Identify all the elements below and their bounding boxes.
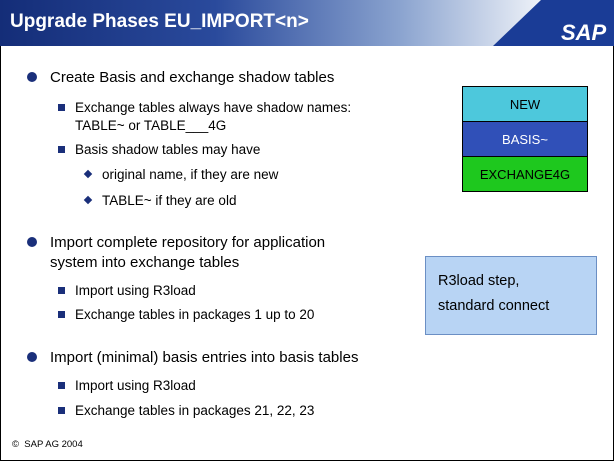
sap-logo [491, 0, 614, 46]
note-line-1: R3load step, [438, 273, 520, 289]
sub-bullet-text: Import using R3load [75, 283, 196, 298]
round-bullet-icon [27, 237, 37, 247]
sub-sub-bullet-text: TABLE~ if they are old [102, 193, 237, 208]
header-bar [0, 0, 614, 46]
sub-bullet-text: Import using R3load [75, 378, 196, 393]
bullet-text: Import complete repository for application system into exchange tables [50, 234, 326, 271]
table-box-new: NEW [462, 86, 588, 122]
slide-title: Upgrade Phases EU_IMPORT<n> [10, 11, 309, 32]
sub-sub-bullet-text: original name, if they are new [102, 167, 279, 182]
round-bullet-icon [27, 72, 37, 82]
sub-bullet-text: Basis shadow tables may have [75, 142, 261, 157]
bullet-text: Create Basis and exchange shadow tables [50, 69, 335, 86]
square-bullet-icon [58, 287, 65, 294]
copyright-footer [12, 439, 83, 450]
bullet-text: Import (minimal) basis entries into basis tables [50, 349, 359, 366]
sub-bullet-text: Exchange tables in packages 21, 22, 23 [75, 403, 315, 418]
sub-bullet-text: Exchange tables always have shadow names: TABLE~ or TABLE___4G [75, 100, 352, 133]
sub-bullet-text: Exchange tables in packages 1 up to 20 [75, 307, 315, 322]
copyright-icon: © [12, 439, 19, 450]
round-bullet-icon [27, 352, 37, 362]
note-line-2: standard connect [438, 298, 550, 314]
r3load-note-box [425, 256, 597, 335]
table-box-basis: BASIS~ [462, 122, 588, 157]
square-bullet-icon [58, 311, 65, 318]
table-stack-diagram [462, 86, 588, 192]
square-bullet-icon [58, 146, 65, 153]
copyright-text: SAP AG 2004 [24, 439, 83, 450]
square-bullet-icon [58, 382, 65, 389]
square-bullet-icon [58, 104, 65, 111]
sap-logo-text: SAP [561, 20, 607, 45]
table-box-exchange: EXCHANGE4G [462, 157, 588, 192]
square-bullet-icon [58, 407, 65, 414]
